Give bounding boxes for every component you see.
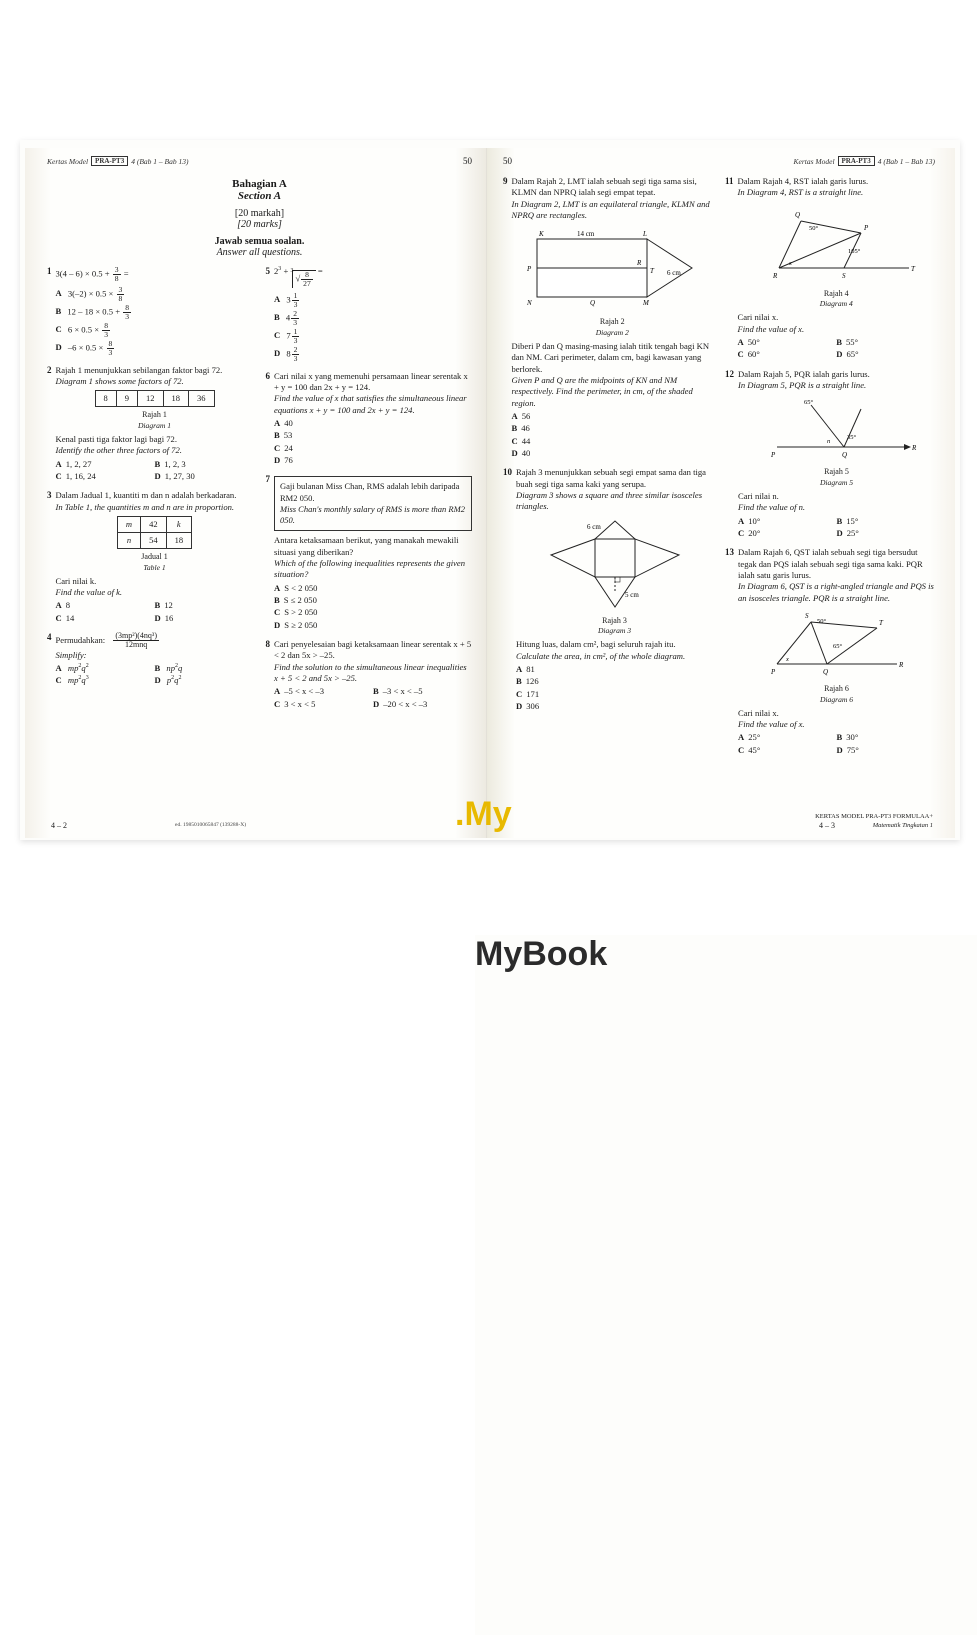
question-7-number: 7 <box>265 474 270 485</box>
left-page-number: 50 <box>463 156 472 166</box>
diagram-2-figure <box>517 225 707 313</box>
question-3-prompt-en: Find the value of k. <box>55 586 123 597</box>
diagram-1-factor-table <box>95 390 215 407</box>
question-6-option-c[interactable]: C 24 <box>274 442 293 453</box>
question-8-option-c[interactable]: C 3 < x < 5 <box>274 698 316 709</box>
question-1-option-b[interactable]: B 12 – 18 × 0.5 + $\frac{8}{3}$ <box>55 302 129 321</box>
question-8-stem-ms: Cari penyelesaian bagi ketaksamaan linear serentak x + 5 < 2 dan 5x > –25. <box>274 639 472 661</box>
question-10 <box>503 467 713 713</box>
question-3-option-b[interactable]: B 12 <box>154 600 173 611</box>
question-10-option-b[interactable]: B 126 <box>516 676 539 687</box>
table-1-caption: Jadual 1 Table 1 <box>141 552 168 572</box>
question-4-stem: Permudahkan: $\frac{\text{(3mp²)(4nq³)}}{\text{12mnq}}$ <box>55 630 157 650</box>
question-13-option-a[interactable]: A 25° <box>738 732 761 743</box>
left-page-column-1 <box>47 266 254 718</box>
table-cell: 42 <box>141 517 167 533</box>
svg-text:65°: 65° <box>833 642 843 650</box>
question-3-option-a[interactable]: A 8 <box>55 600 71 611</box>
question-2 <box>47 365 254 484</box>
question-11 <box>725 176 935 362</box>
diagram-2-caption: Rajah 2 Diagram 2 <box>595 317 629 337</box>
table-cell: k <box>166 517 192 533</box>
section-title-ms: Bahagian A <box>232 178 287 190</box>
svg-text:6 cm: 6 cm <box>587 522 601 531</box>
question-10-prompt-en: Calculate the area, in cm², of the whole diagram. <box>516 650 686 661</box>
right-page-column-2 <box>725 176 935 764</box>
question-3-prompt-ms: Cari nilai k. <box>55 575 97 586</box>
question-12-number: 12 <box>725 368 734 379</box>
question-4-number: 4 <box>47 631 52 642</box>
question-4-option-a[interactable]: A $mp^2q^2$ <box>55 663 89 674</box>
question-6-stem-ms: Cari nilai x yang memenuhi persamaan linear serentak x + y = 100 dan 2x + y = 124. <box>274 370 468 393</box>
svg-text:M: M <box>643 299 650 308</box>
question-11-prompt-en: Find the value of x. <box>737 323 805 334</box>
right-page-footer-number: 4 – 3 <box>819 821 835 830</box>
svg-text:Q: Q <box>823 667 829 676</box>
question-2-option-a[interactable]: A 1, 2, 27 <box>55 458 92 469</box>
q4-denominator: 12mnq <box>125 640 148 650</box>
question-11-option-d[interactable]: D 65° <box>836 349 859 360</box>
factor-cell: 8 <box>95 391 116 407</box>
book-spread <box>25 148 955 838</box>
factor-cell: 18 <box>163 391 189 407</box>
question-4 <box>47 632 254 688</box>
question-5-number: 5 <box>265 266 270 276</box>
question-8-stem-en: Find the solution to the simultaneous linear inequalities x + 5 < 2 and 5x > –25. <box>274 661 467 684</box>
svg-text:65°: 65° <box>804 399 814 407</box>
svg-text:P: P <box>527 265 532 274</box>
question-10-number: 10 <box>503 467 512 478</box>
question-11-option-a[interactable]: A 50° <box>737 336 760 347</box>
question-12 <box>725 369 935 541</box>
right-page-header <box>503 156 935 166</box>
question-3-option-d[interactable]: D 16 <box>154 612 174 623</box>
left-header-prefix: Kertas Model <box>47 156 89 166</box>
question-5-stem: $2^3$ + 3 √ $\frac{8}{27}$ = <box>274 266 323 288</box>
right-page-column-1 <box>503 176 713 764</box>
table-row <box>117 517 191 533</box>
question-13-prompt-en: Find the value of x. <box>738 718 805 729</box>
question-9 <box>503 176 713 460</box>
question-9-option-d[interactable]: D 40 <box>511 448 531 459</box>
svg-text:P: P <box>771 451 776 460</box>
question-13 <box>725 547 935 757</box>
question-11-stem-ms: Dalam Rajah 4, RST ialah garis lurus. <box>737 176 869 186</box>
question-5-option-b[interactable]: B 4 $\frac{2}{3}$ <box>274 308 297 327</box>
question-12-prompt-ms: Cari nilai n. <box>738 490 779 501</box>
right-page <box>487 148 955 838</box>
question-12-stem-en: In Diagram 5, PQR is a straight line. <box>738 379 867 390</box>
question-6-option-d[interactable]: D 76 <box>274 455 293 466</box>
question-5-option-a[interactable]: A 3 $\frac{1}{3}$ <box>274 290 298 309</box>
question-10-option-c[interactable]: C 171 <box>516 688 540 699</box>
question-10-stem-ms: Rajah 3 menunjukkan sebuah segi empat sama dan tiga buah segi tiga sama kaki yang serupa. <box>516 467 706 489</box>
svg-text:R: R <box>772 271 778 280</box>
svg-text:35°: 35° <box>847 434 857 442</box>
left-header-badge: PRA-PT3 <box>91 156 128 166</box>
question-4-option-b[interactable]: B $np^2q$ <box>154 663 183 674</box>
question-12-option-b[interactable]: B 15° <box>836 515 859 526</box>
question-1-option-d[interactable]: D –6 × 0.5 × $\frac{8}{3}$ <box>55 338 113 357</box>
question-9-prompt-ms: Diberi P dan Q masing-masing ialah titik tengah bagi KN dan NM. Cari perimeter, dalam cm, bagi kawasan yang berlorek. <box>511 340 710 374</box>
question-8-option-b[interactable]: B –3 < x < –5 <box>373 686 423 697</box>
question-10-stem-en: Diagram 3 shows a square and three similar isosceles triangles. <box>516 490 703 512</box>
table-cell: m <box>117 517 140 533</box>
question-10-prompt-ms: Hitung luas, dalam cm², bagi seluruh rajah itu. <box>516 639 676 650</box>
question-9-option-a[interactable]: A 56 <box>511 411 531 421</box>
table-1-proportion <box>117 516 192 549</box>
svg-text:L: L <box>643 230 648 239</box>
question-2-option-b[interactable]: B 1, 2, 3 <box>154 458 186 469</box>
svg-text:T: T <box>910 264 915 273</box>
question-12-option-c[interactable]: C 20° <box>738 527 761 538</box>
question-8 <box>266 639 473 711</box>
question-9-stem-ms: Dalam Rajah 2, LMT ialah sebuah segi tiga sama sisi, KLMN dan NPRQ ialah segi empat tepat. <box>511 176 697 198</box>
table-row <box>117 533 191 549</box>
question-13-option-c[interactable]: C 45° <box>738 744 761 755</box>
question-7-option-c[interactable]: C S > 2 050 <box>274 607 318 618</box>
question-9-option-b[interactable]: B 46 <box>511 423 530 434</box>
question-4-stem-en: Simplify: <box>55 649 87 660</box>
question-7-box-en: Miss Chan's monthly salary of RMS is more than RM2 050. <box>280 503 465 526</box>
question-11-option-c[interactable]: C 60° <box>737 349 760 360</box>
diagram-6-caption: Rajah 6 Diagram 6 <box>819 683 854 704</box>
svg-text:Q: Q <box>842 451 848 460</box>
question-7-option-d[interactable]: D S ≥ 2 050 <box>274 619 318 630</box>
svg-text:x: x <box>788 259 792 267</box>
question-5 <box>266 266 473 364</box>
question-10-option-d[interactable]: D 306 <box>516 701 540 712</box>
question-7-prompt-ms: Antara ketaksamaan berikut, yang manakah mewakili situasi yang diberikan? <box>274 535 459 557</box>
table-cell: 18 <box>166 533 192 549</box>
left-page-columns <box>47 266 472 718</box>
watermark-part2: .My <box>455 795 512 833</box>
question-13-stem-en: In Diagram 6, QST is a right-angled triangle and PQS is an isosceles triangle. PQR is a straight line. <box>738 581 934 603</box>
question-12-option-d[interactable]: D 25° <box>836 527 859 538</box>
svg-text:6 cm: 6 cm <box>667 269 682 278</box>
svg-text:T: T <box>650 267 655 276</box>
svg-text:N: N <box>527 299 532 308</box>
diagram-3-caption: Rajah 3 Diagram 3 <box>597 615 632 636</box>
left-header-suffix: 4 (Bab 1 – Bab 13) <box>131 156 189 166</box>
question-3-number: 3 <box>47 490 52 501</box>
question-7-prompt-en: Which of the following inequalities represents the given situation? <box>274 558 466 580</box>
question-13-option-d[interactable]: D 75° <box>836 744 859 755</box>
question-3-option-c[interactable]: C 14 <box>55 612 75 623</box>
question-6-option-b[interactable]: B 53 <box>274 430 293 441</box>
svg-text:T: T <box>879 618 883 627</box>
question-2-stem-ms: Rajah 1 menunjukkan sebilangan faktor bagi 72. <box>55 364 223 375</box>
svg-text:105°: 105° <box>847 247 861 255</box>
question-7-option-b[interactable]: B S ≤ 2 050 <box>274 595 317 606</box>
question-2-prompt-en: Identify the other three factors of 72. <box>55 445 182 456</box>
section-instruction-en: Answer all questions. <box>216 247 303 258</box>
question-2-option-d[interactable]: D 1, 27, 30 <box>154 470 195 481</box>
question-1-stem: 3(4 – 6) × 0.5 + $\frac{3}{8}$ = <box>55 265 129 283</box>
factor-cell: 36 <box>189 391 215 407</box>
question-1-option-a[interactable]: A 3(–2) × 0.5 × $\frac{3}{8}$ <box>55 284 123 303</box>
question-9-prompt-en: Given P and Q are the midpoints of KN and NM respectively. Find the perimeter, in cm, of the shaded region. <box>511 374 693 408</box>
svg-text:P: P <box>771 667 776 676</box>
question-9-stem-en: In Diagram 2, LMT is an equilateral triangle, KLMN and NPRQ are rectangles. <box>511 198 710 221</box>
question-11-option-b[interactable]: B 55° <box>836 336 859 347</box>
question-12-option-a[interactable]: A 10° <box>738 515 761 526</box>
right-page-columns <box>503 176 935 764</box>
question-8-option-a[interactable]: A –5 < x < –3 <box>274 686 324 697</box>
svg-text:14 cm: 14 cm <box>577 230 595 239</box>
section-marks-en: [20 marks] <box>237 219 282 230</box>
question-7-info-box <box>274 476 472 531</box>
question-3-stem-ms: Dalam Jadual 1, kuantiti m dan n adalah berkadaran. <box>55 490 237 501</box>
diagram-4-figure <box>749 203 924 285</box>
question-4-option-d[interactable]: D $p^2q^2$ <box>154 675 182 686</box>
diagram-3-figure <box>527 517 702 612</box>
table-cell: n <box>117 533 140 549</box>
question-6-stem-en: Find the value of x that satisfies the simultaneous linear equations x + y = 100 and 2x + y = 124. <box>274 393 467 415</box>
question-6 <box>266 371 473 468</box>
question-1-number: 1 <box>47 266 52 276</box>
question-4-option-c[interactable]: C $mp^2q^3$ <box>55 675 89 686</box>
svg-text:50°: 50° <box>808 224 818 232</box>
left-page <box>25 148 487 838</box>
question-11-prompt-ms: Cari nilai x. <box>737 312 779 323</box>
question-3-stem-en: In Table 1, the quantities m and n are in proportion. <box>55 501 235 512</box>
left-page-column-2 <box>266 266 473 718</box>
left-page-footer: 4 – 2 <box>51 821 67 830</box>
svg-text:R: R <box>637 259 642 268</box>
svg-text:5 cm: 5 cm <box>625 590 639 599</box>
section-instruction-ms: Jawab semua soalan. <box>214 236 305 247</box>
svg-text:Q: Q <box>590 299 596 308</box>
question-11-number: 11 <box>725 176 734 186</box>
left-page-header <box>47 156 472 166</box>
svg-text:S: S <box>841 271 846 280</box>
question-1 <box>47 266 254 358</box>
question-1-option-c[interactable]: C 6 × 0.5 × $\frac{8}{3}$ <box>55 320 108 339</box>
svg-text:K: K <box>539 230 544 239</box>
right-header-text <box>793 156 935 166</box>
question-6-option-a[interactable]: A 40 <box>274 418 293 429</box>
question-13-number: 13 <box>725 547 734 558</box>
section-marks-ms: [20 markah] <box>234 208 285 219</box>
factor-cell: 9 <box>116 391 137 407</box>
question-12-stem-ms: Dalam Rajah 5, PQR ialah garis lurus. <box>738 368 870 379</box>
question-5-option-d[interactable]: D 8 $\frac{2}{3}$ <box>274 344 298 363</box>
right-page-number: 50 <box>503 156 512 166</box>
table-cell: 54 <box>141 533 167 549</box>
question-12-prompt-en: Find the value of n. <box>738 502 806 513</box>
svg-text:50°: 50° <box>817 617 827 625</box>
question-2-option-c[interactable]: C 1, 16, 24 <box>55 470 96 481</box>
question-11-stem-en: In Diagram 4, RST is a straight line. <box>737 187 864 198</box>
question-2-prompt-ms: Kenal pasti tiga faktor lagi bagi 72. <box>55 433 177 444</box>
factor-cell: 12 <box>138 391 164 407</box>
svg-text:S: S <box>805 611 809 620</box>
question-3 <box>47 490 254 625</box>
question-7-box-ms: Gaji bulanan Miss Chan, RMS adalah lebih daripada RM2 050. <box>280 481 460 503</box>
question-5-option-c[interactable]: C 7 $\frac{1}{3}$ <box>274 326 298 345</box>
question-8-number: 8 <box>265 639 270 650</box>
watermark <box>455 795 608 973</box>
question-9-option-c[interactable]: C 44 <box>511 435 531 446</box>
question-2-stem-en: Diagram 1 shows some factors of 72. <box>55 376 184 387</box>
right-header-badge: PRA-PT3 <box>838 156 875 166</box>
diagram-6-figure <box>749 608 924 680</box>
question-13-prompt-ms: Cari nilai x. <box>738 707 779 718</box>
right-header-suffix: 4 (Bab 1 – Bab 13) <box>877 156 935 166</box>
left-header-text <box>47 156 189 166</box>
diagram-5-figure <box>749 395 924 463</box>
left-page-isbn: ed. 1985010065847 (139288-X) <box>175 822 247 828</box>
question-9-number: 9 <box>503 176 508 186</box>
question-2-number: 2 <box>47 364 52 375</box>
q4-numerator: (3mp²)(4nq³) <box>115 630 157 640</box>
diagram-4-caption: Rajah 4 Diagram 4 <box>819 288 853 309</box>
watermark-part1: MyBook <box>475 935 977 1635</box>
right-header-prefix: Kertas Model <box>793 156 835 166</box>
question-8-option-d[interactable]: D –20 < x < –3 <box>373 698 428 709</box>
svg-text:x: x <box>786 655 789 663</box>
svg-text:R: R <box>899 660 904 669</box>
svg-text:n: n <box>827 438 831 446</box>
question-6-number: 6 <box>265 370 270 381</box>
question-7-option-a[interactable]: A S < 2 050 <box>274 582 318 593</box>
right-page-footer-title: KERTAS MODEL PRA-PT3 FORMULAA+ Matematik Tingkatan 1 <box>815 813 933 829</box>
diagram-5-caption: Rajah 5 Diagram 5 <box>819 467 854 487</box>
svg-text:Q: Q <box>794 210 800 219</box>
question-13-stem-ms: Dalam Rajah 6, QST ialah sebuah segi tiga bersudut tegak dan PQS ialah sebuah segi tiga sama kaki. PQR ialah satu garis lurus. <box>738 547 923 580</box>
svg-text:P: P <box>863 223 869 232</box>
diagram-1-caption: Rajah 1 Diagram 1 <box>137 410 172 430</box>
question-13-option-b[interactable]: B 30° <box>836 732 859 743</box>
section-title-en: Section A <box>237 190 282 202</box>
question-10-option-a[interactable]: A 81 <box>516 664 535 674</box>
svg-text:R: R <box>912 444 917 453</box>
question-7 <box>266 474 473 632</box>
